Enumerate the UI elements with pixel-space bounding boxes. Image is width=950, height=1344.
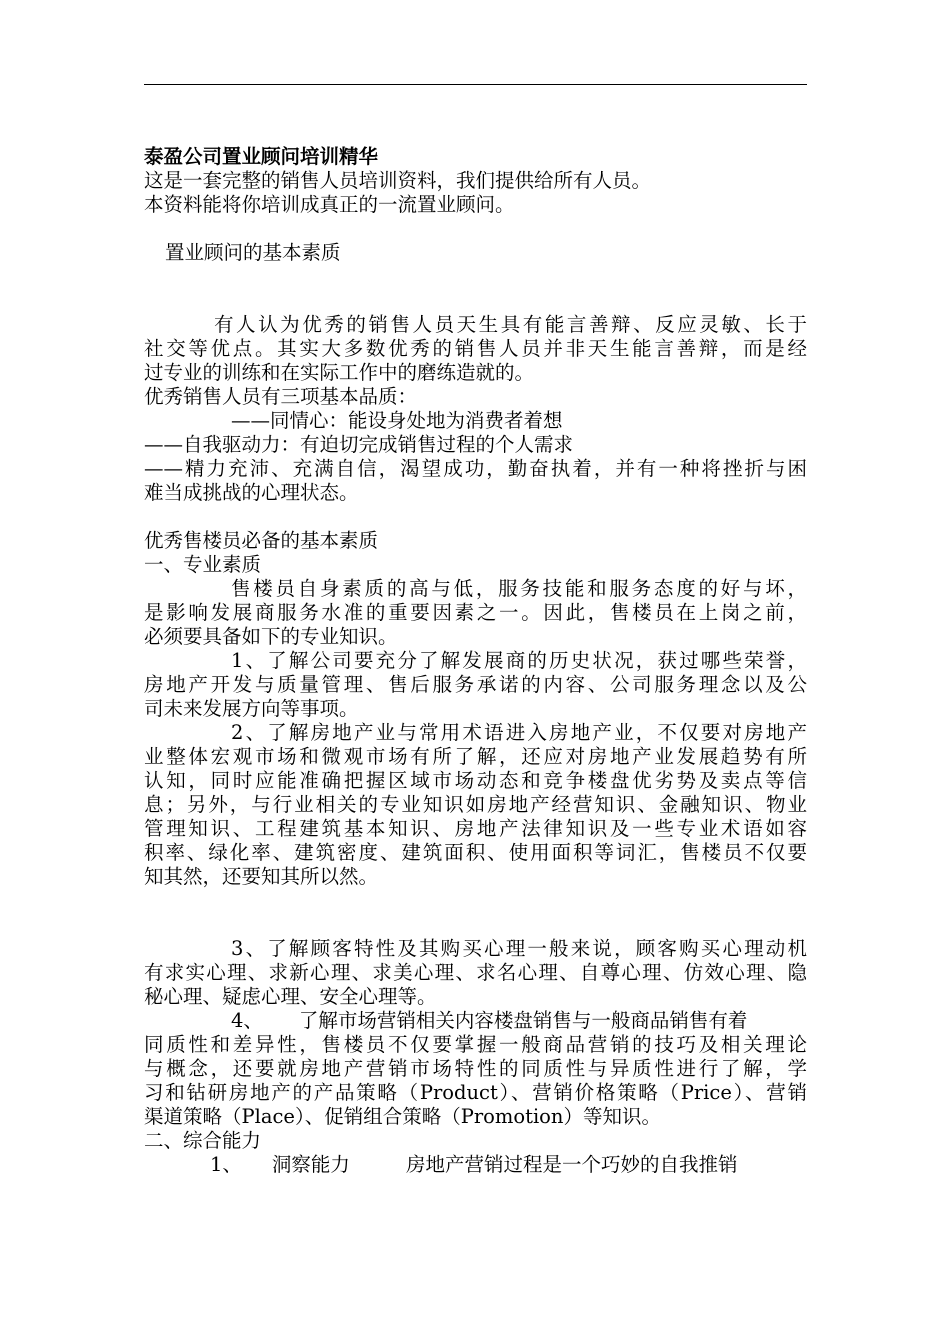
list-item-line: 2、了解房地产业与常用术语进入房地产业，不仅要对房地产 — [231, 721, 807, 744]
list-item-line: 同质性和差异性，售楼员不仅要掌握一般商品营销的技巧及相关理论 — [144, 1033, 807, 1056]
list-item-line: 知其然，还要知其所以然。 — [144, 865, 379, 888]
paragraph-line: 有人认为优秀的销售人员天生具有能言善辩、反应灵敏、长于 — [214, 313, 807, 336]
quality-item: ——自我驱动力：有迫切完成销售过程的个人需求 — [144, 433, 574, 456]
qualities-intro: 优秀销售人员有三项基本品质： — [144, 385, 418, 408]
section-heading: 优秀售楼员必备的基本素质 — [144, 529, 379, 552]
ability-title: 洞察能力 — [271, 1153, 350, 1176]
list-item-text: 了解市场营销相关内容楼盘销售与一般商品销售有着 — [298, 1009, 748, 1032]
list-item-line: 业整体宏观市场和微观市场有所了解，还应对房地产业发展趋势有所 — [144, 745, 807, 768]
header-rule — [144, 84, 807, 85]
list-item-line: 认知，同时应能准确把握区域市场动态和竞争楼盘优劣势及卖点等信 — [144, 769, 807, 792]
paragraph-line: 必须要具备如下的专业知识。 — [144, 625, 398, 648]
quality-item: ——同情心：能设身处地为消费者着想 — [231, 409, 563, 432]
list-item-line: 1、了解公司要充分了解发展商的历史状况，获过哪些荣誉， — [231, 649, 807, 672]
list-item-line: 3、了解顾客特性及其购买心理一般来说，顾客购买心理动机 — [231, 937, 807, 960]
document-title: 泰盈公司置业顾问培训精华 — [144, 145, 379, 168]
ability-text: 房地产营销过程是一个巧妙的自我推销 — [405, 1153, 738, 1176]
list-item-line: 司未来发展方向等事项。 — [144, 697, 359, 720]
section-heading: 置业顾问的基本素质 — [165, 241, 341, 264]
quality-item: 难当成挑战的心理状态。 — [144, 481, 359, 504]
list-item-line: 管理知识、工程建筑基本知识、房地产法律知识及一些专业术语如容 — [144, 817, 807, 840]
list-item-line: 与概念，还要就房地产营销市场特性的同质性与异质性进行了解，学 — [144, 1057, 807, 1080]
paragraph-line: 过专业的训练和在实际工作中的磨练造就的。 — [144, 361, 535, 384]
subsection-heading: 一、专业素质 — [144, 553, 262, 576]
paragraph-line: 社交等优点。其实大多数优秀的销售人员并非天生能言善辩，而是经 — [144, 337, 807, 360]
quality-item: ——精力充沛、充满自信，渴望成功，勤奋执着，并有一种将挫折与困 — [144, 457, 807, 480]
intro-line: 本资料能将你培训成真正的一流置业顾问。 — [144, 193, 515, 216]
list-item-line: 积率、绿化率、建筑密度、建筑面积、使用面积等词汇，售楼员不仅要 — [144, 841, 807, 864]
intro-line: 这是一套完整的销售人员培训资料，我们提供给所有人员。 — [144, 169, 652, 192]
paragraph-line: 售楼员自身素质的高与低，服务技能和服务态度的好与坏， — [231, 577, 807, 600]
list-number: 1、 — [210, 1153, 242, 1176]
ability-line — [144, 1153, 807, 1177]
list-item-line: 有求实心理、求新心理、求美心理、求名心理、自尊心理、仿效心理、隐 — [144, 961, 807, 984]
list-item-line: 房地产开发与质量管理、售后服务承诺的内容、公司服务理念以及公 — [144, 673, 807, 696]
list-item-line: 息；另外，与行业相关的专业知识如房地产经营知识、金融知识、物业 — [144, 793, 807, 816]
list-item-line: 习和钻研房地产的产品策略（Product）、营销价格策略（Price）、营销 — [144, 1081, 807, 1104]
subsection-heading: 二、综合能力 — [144, 1129, 262, 1152]
paragraph-line: 是影响发展商服务水准的重要因素之一。因此，售楼员在上岗之前， — [144, 601, 807, 624]
list-item-line: 秘心理、疑虑心理、安全心理等。 — [144, 985, 437, 1008]
document-body — [144, 145, 807, 1177]
list-item-line — [144, 1009, 807, 1033]
list-item-line: 渠道策略（Place）、促销组合策略（Promotion）等知识。 — [144, 1105, 661, 1128]
list-number: 4、 — [231, 1009, 263, 1032]
